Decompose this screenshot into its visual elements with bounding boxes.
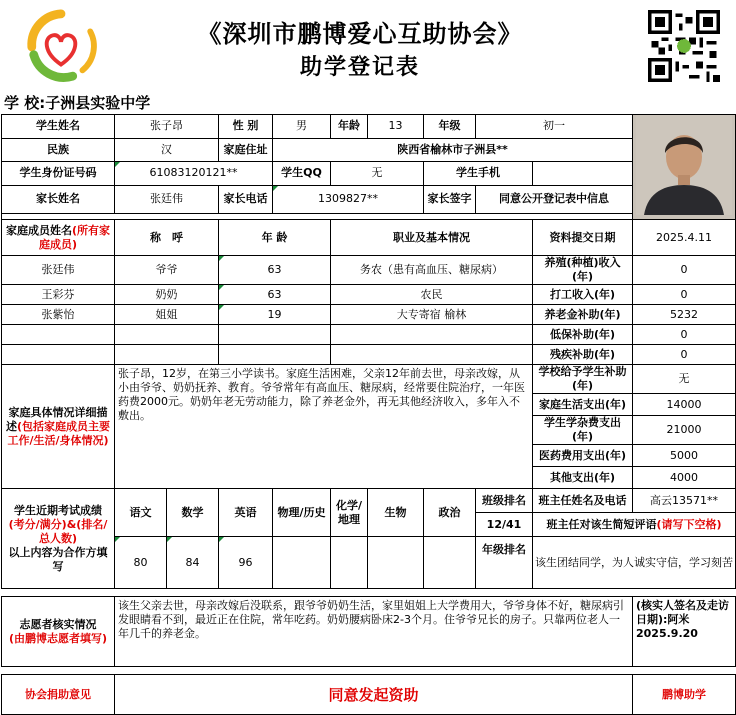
empty-cell	[2, 325, 115, 345]
tuition-label: 学生学杂费支出(年)	[533, 416, 633, 445]
pension-label: 养老金补助(年)	[533, 305, 633, 325]
address-label: 家庭住址	[219, 138, 273, 162]
opinion-label: 协会捐助意见	[2, 675, 115, 715]
score-cell	[331, 537, 368, 589]
gender-label: 性 别	[219, 115, 273, 139]
other-cost-label: 其他支出(年)	[533, 467, 633, 489]
consent-text: 同意公开登记表中信息	[476, 185, 633, 213]
farm-income-label: 养殖(种植)收入(年)	[533, 256, 633, 285]
subject-header: 物理/历史	[273, 489, 331, 537]
family-header	[2, 220, 115, 256]
work-income: 0	[633, 285, 736, 305]
student-photo	[633, 115, 736, 220]
volunteer-label-note: (由鹏博志愿者填写)	[8, 631, 108, 645]
empty-cell	[331, 325, 533, 345]
member-relation: 爷爷	[115, 256, 219, 285]
low-income: 0	[633, 325, 736, 345]
member-age-header: 年 龄	[219, 220, 331, 256]
pension: 5232	[633, 305, 736, 325]
tuition: 21000	[633, 416, 736, 445]
student-qq: 无	[331, 162, 424, 186]
member-job: 大专寄宿 榆林	[331, 305, 533, 325]
school-label: 学 校:	[4, 94, 46, 112]
score-cell	[273, 537, 331, 589]
form-subtitle: 助学登记表	[299, 54, 420, 80]
exam-label-filler: 以上内容为合作方填写	[8, 545, 108, 573]
member-relation: 姐姐	[115, 305, 219, 325]
family-member-row	[2, 256, 736, 285]
living-cost: 14000	[633, 394, 736, 416]
volunteer-label-main: 志愿者核实情况	[19, 617, 97, 631]
spacer-row	[2, 589, 736, 597]
subject-header: 政治	[424, 489, 476, 537]
subject-header: 生物	[368, 489, 424, 537]
comment-label	[533, 513, 736, 537]
age: 13	[368, 115, 424, 139]
student-photo-icon	[636, 115, 732, 215]
job-header: 职业及基本情况	[331, 220, 533, 256]
score-cell	[368, 537, 424, 589]
gender: 男	[273, 115, 331, 139]
member-name: 王彩芬	[2, 285, 115, 305]
school-subsidy: 无	[633, 365, 736, 394]
class-rank: 12/41	[476, 513, 533, 537]
qr-code-icon	[648, 10, 720, 82]
empty-cell	[219, 325, 331, 345]
medical: 5000	[633, 445, 736, 467]
ethnicity: 汉	[115, 138, 219, 162]
exam-label	[2, 489, 115, 589]
student-name: 张子昂	[115, 115, 219, 139]
subject-header: 数学	[167, 489, 219, 537]
score-cell: 96	[219, 537, 273, 589]
empty-cell	[115, 325, 219, 345]
parent-label: 家长姓名	[2, 185, 115, 213]
parent-name: 张廷伟	[115, 185, 219, 213]
situation-label	[2, 365, 115, 489]
form-header	[0, 0, 736, 92]
empty-cell	[2, 345, 115, 365]
comment-label-note: (请写下空格)	[656, 517, 722, 531]
student-name-label: 学生姓名	[2, 115, 115, 139]
address: 陕西省榆林市子洲县**	[273, 138, 633, 162]
situation-label-note: (包括家庭成员主要工作/生活/身体情况)	[7, 419, 111, 447]
org-name: 鹏博助学	[633, 675, 736, 715]
relation-header: 称 呼	[115, 220, 219, 256]
id-label: 学生身份证号码	[2, 162, 115, 186]
class-rank-label: 班级排名	[476, 489, 533, 513]
member-age: 63	[219, 256, 331, 285]
parent-phone-label: 家长电话	[219, 185, 273, 213]
teacher-label: 班主任姓名及电话	[533, 489, 633, 513]
subject-header: 语文	[115, 489, 167, 537]
submit-date-label: 资料提交日期	[533, 220, 633, 256]
registration-table	[1, 114, 736, 715]
opinion-text: 同意发起资助	[115, 675, 633, 715]
form-title: 《深圳市鹏博爱心互助协会》	[197, 19, 523, 48]
empty-cell	[219, 345, 331, 365]
score-cell: 84	[167, 537, 219, 589]
living-cost-label: 家庭生活支出(年)	[533, 394, 633, 416]
teacher-contact: 高云13571**	[633, 489, 736, 513]
disability: 0	[633, 345, 736, 365]
phone-label: 学生手机	[424, 162, 533, 186]
empty-cell	[331, 345, 533, 365]
submit-date: 2025.4.11	[633, 220, 736, 256]
grade-label: 年级	[424, 115, 476, 139]
school-line	[4, 92, 150, 113]
school-name: 子洲县实验中学	[45, 94, 151, 112]
member-relation: 奶奶	[115, 285, 219, 305]
school-subsidy-label: 学校给予学生补助(年)	[533, 365, 633, 394]
qq-label: 学生QQ	[273, 162, 331, 186]
heart-logo-icon	[22, 8, 100, 82]
volunteer-text: 该生父亲去世，母亲改嫁后没联系，跟爷爷奶奶生活，家里姐姐上大学费用大，爷爷身体不好，糖尿病引发眼睛看不到，最近正在住院，常年吃药。奶奶腰病卧床2-3个月。住爷爷兄长的房子。只靠两位老人一年几千的养老金。	[115, 597, 633, 667]
member-age: 63	[219, 285, 331, 305]
disability-label: 残疾补助(年)	[533, 345, 633, 365]
member-job: 农民	[331, 285, 533, 305]
empty-cell	[115, 345, 219, 365]
member-job: 务农（患有高血压、糖尿病）	[331, 256, 533, 285]
member-age: 19	[219, 305, 331, 325]
parent-sign-label: 家长签字	[424, 185, 476, 213]
family-header-label: 家庭成员姓名	[5, 223, 72, 237]
family-member-row	[2, 285, 736, 305]
parent-phone: 1309827**	[273, 185, 424, 213]
medical-label: 医药费用支出(年)	[533, 445, 633, 467]
member-name: 张廷伟	[2, 256, 115, 285]
volunteer-signature: (核实人签名及走访日期):阿米 2025.9.20	[633, 597, 736, 667]
family-member-row	[2, 305, 736, 325]
exam-label-note: (考分/满分)&(排名/总人数)	[8, 517, 108, 545]
situation-text: 张子昂，12岁，在第三小学读书。家庭生活困难，父亲12年前去世，母亲改嫁，从小由爷爷、奶奶抚养、教育。爷爷常年有高血压、糖尿病，经常要住院治疗，一年医药费2000元。奶奶年老无劳动能力，除了养老金外，再无其他经济收入，多年入不敷出。	[115, 365, 533, 489]
grade: 初一	[476, 115, 633, 139]
exam-label-main: 学生近期考试成绩	[14, 503, 102, 517]
ethnicity-label: 民族	[2, 138, 115, 162]
subject-header: 英语	[219, 489, 273, 537]
farm-income: 0	[633, 256, 736, 285]
teacher-comment: 该生团结同学，为人诚实守信，学习刻苦	[533, 537, 736, 589]
grade-rank-label: 年级排名	[476, 537, 533, 589]
score-cell: 80	[115, 537, 167, 589]
student-phone	[533, 162, 633, 186]
low-income-label: 低保补助(年)	[533, 325, 633, 345]
work-income-label: 打工收入(年)	[533, 285, 633, 305]
age-label: 年龄	[331, 115, 368, 139]
student-id: 61083120121**	[115, 162, 273, 186]
comment-label-main: 班主任对该生简短评语	[546, 517, 657, 531]
volunteer-label	[2, 597, 115, 667]
situation-label-main: 家庭具体情况详细描述	[5, 405, 108, 433]
family-header-note: (所有家庭成员)	[38, 223, 111, 251]
score-cell	[424, 537, 476, 589]
spacer-row	[2, 667, 736, 675]
member-name: 张紫怡	[2, 305, 115, 325]
other-cost: 4000	[633, 467, 736, 489]
subject-header: 化学/地理	[331, 489, 368, 537]
